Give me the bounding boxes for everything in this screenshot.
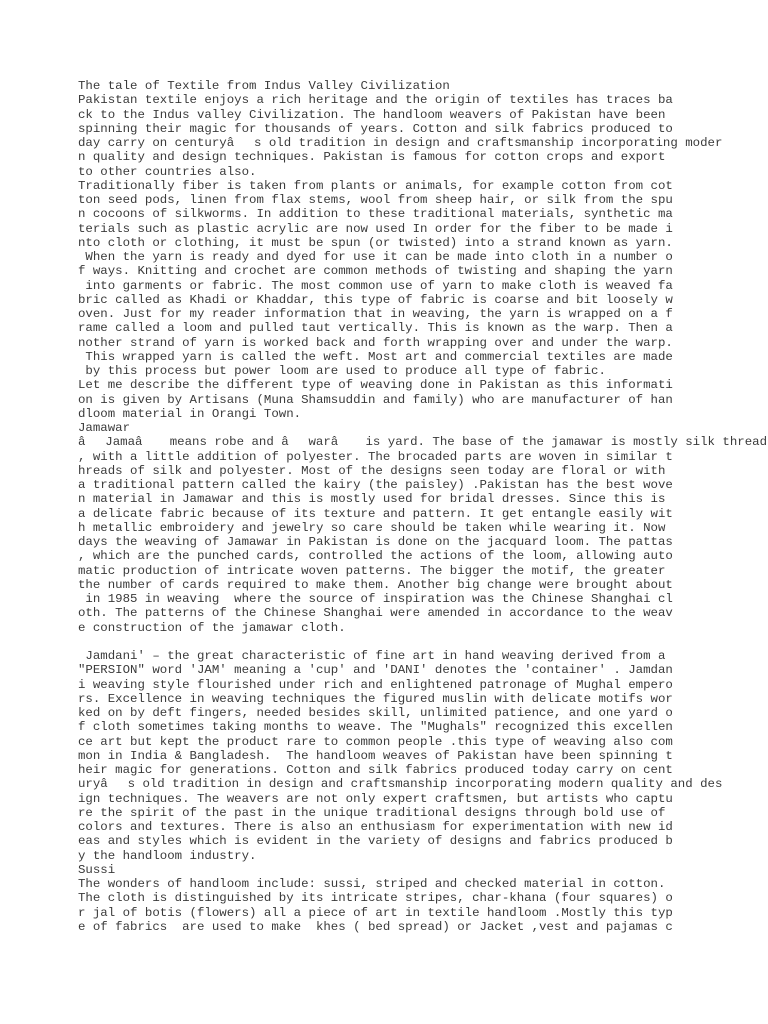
text-line: e construction of the jamawar cloth. bbox=[78, 620, 346, 635]
text-line: oven. Just for my reader information that in weaving, the yarn is wrapped on a f bbox=[78, 307, 673, 321]
text-line: days the weaving of Jamawar in Pakistan is done on the jacquard loom. The pattas bbox=[78, 535, 673, 549]
text-line: i weaving style flourished under rich and enlightened patronage of Mughal empero bbox=[78, 677, 673, 692]
text-line: n cocoons of silkworms. In addition to these traditional materials, synthetic ma bbox=[78, 207, 673, 222]
text-line: a delicate fabric because of its texture and pattern. It get entangle easily wit bbox=[78, 506, 673, 521]
text-line: n quality and design techniques. Pakistan is famous for cotton crops and export bbox=[78, 150, 666, 165]
text-line: heir magic for generations. Cotton and silk fabrics produced today carry on cent bbox=[78, 763, 673, 777]
text-line: eas and styles which is evident in the variety of designs and fabrics produced b bbox=[78, 834, 673, 849]
text-line: , with a little addition of polyester. The brocaded parts are woven in similar t bbox=[78, 449, 673, 464]
text-line: "PERSION" word 'JAM' meaning a 'cup' and 'DANI' denotes the 'container' . Jamdan bbox=[78, 663, 673, 678]
text-line: , which are the punched cards, controlled the actions of the loom, allowing auto bbox=[78, 549, 673, 564]
text-line: day carry on centuryâs old tradition in design and craftsmanship incorporating moder bbox=[78, 136, 723, 150]
text-line: nother strand of yarn is worked back and forth wrapping over and under the warp. bbox=[78, 335, 673, 350]
section-heading-jamawar: Jamawar bbox=[78, 421, 131, 435]
text-line: dloom material in Orangi Town. bbox=[78, 406, 302, 421]
text-line: oth. The patterns of the Chinese Shanghai were amended in accordance to the weav bbox=[78, 606, 673, 621]
blank-line bbox=[78, 635, 768, 649]
section-heading-sussi: Sussi bbox=[78, 862, 116, 877]
text-line: âJamaâ means robe and âwarâ is yard. The base of the jamawar is mostly silk thread bbox=[78, 435, 768, 450]
text-line: Pakistan textile enjoys a rich heritage and the origin of textiles has traces ba bbox=[78, 93, 673, 108]
text-line: terials such as plastic acrylic are now used In order for the fiber to be made i bbox=[78, 221, 673, 236]
text-line: colors and textures. There is also an enthusiasm for experimentation with new id bbox=[78, 820, 673, 834]
text-line: ck to the Indus valley Civilization. The handloom weavers of Pakistan have been bbox=[78, 107, 666, 122]
text-line: nto cloth or clothing, it must be spun (or twisted) into a strand known as yarn. bbox=[78, 235, 673, 250]
text-line: rame called a loom and pulled taut vertically. This is known as the warp. Then a bbox=[78, 321, 673, 336]
text-line: ton seed pods, linen from flax stems, wool from sheep hair, or silk from the spu bbox=[78, 193, 673, 207]
text-line: y the handloom industry. bbox=[78, 848, 257, 863]
text-line: The wonders of handloom include: sussi, striped and checked material in cotton. bbox=[78, 877, 666, 891]
text-line: to other countries also. bbox=[78, 164, 257, 179]
text-line: uryâs old tradition in design and craftsmanship incorporating modern quality and des bbox=[78, 777, 723, 792]
text-line: ce art but kept the product rare to common people .this type of weaving also com bbox=[78, 734, 673, 749]
text-line: on is given by Artisans (Muna Shamsuddin and family) who are manufacturer of han bbox=[78, 392, 673, 407]
text-line: matic production of intricate woven patterns. The bigger the motif, the greater bbox=[78, 563, 666, 578]
text-line: e of fabrics are used to make khes ( bed spread) or Jacket ,vest and pajamas c bbox=[78, 919, 673, 934]
text-line: n material in Jamawar and this is mostly used for bridal dresses. Since this is bbox=[78, 492, 666, 507]
text-line: The cloth is distinguished by its intricate stripes, char-khana (four squares) o bbox=[78, 891, 673, 906]
text-line: Jamdani' – the great characteristic of fine art in hand weaving derived from a bbox=[78, 649, 666, 663]
text-line: r jal of botis (flowers) all a piece of art in textile handloom .Mostly this typ bbox=[78, 905, 673, 920]
text-line: ign techniques. The weavers are not only expert craftsmen, but artists who captu bbox=[78, 791, 673, 806]
text-line: re the spirit of the past in the unique traditional designs through bold use of bbox=[78, 805, 666, 820]
text-line: Let me describe the different type of weaving done in Pakistan as this informati bbox=[78, 378, 673, 393]
text-line: the number of cards required to make them. Another big change were brought about bbox=[78, 577, 673, 592]
title-line: The tale of Textile from Indus Valley Civilization bbox=[78, 79, 450, 93]
text-line: in 1985 in weaving where the source of inspiration was the Chinese Shanghai cl bbox=[78, 592, 673, 606]
text-line: bric called as Khadi or Khaddar, this type of fabric is coarse and bit loosely w bbox=[78, 292, 673, 307]
text-line: h metallic embroidery and jewelry so care should be taken while wearing it. Now bbox=[78, 520, 666, 535]
text-line: f ways. Knitting and crochet are common methods of twisting and shaping the yarn bbox=[78, 264, 673, 279]
text-line: rs. Excellence in weaving techniques the figured muslin with delicate motifs wor bbox=[78, 691, 673, 706]
text-line: by this process but power loom are used to produce all type of fabric. bbox=[78, 364, 606, 378]
text-line: f cloth sometimes taking months to weave. The "Mughals" recognized this excellen bbox=[78, 720, 673, 735]
text-line: into garments or fabric. The most common use of yarn to make cloth is weaved fa bbox=[78, 278, 673, 293]
text-line: This wrapped yarn is called the weft. Most art and commercial textiles are made bbox=[78, 349, 673, 364]
text-line: When the yarn is ready and dyed for use it can be made into cloth in a number o bbox=[78, 250, 673, 264]
text-line: a traditional pattern called the kairy (the paisley) .Pakistan has the best wove bbox=[78, 478, 673, 492]
text-line: ked on by deft fingers, needed besides skill, unlimited patience, and one yard o bbox=[78, 706, 673, 720]
text-line: spinning their magic for thousands of years. Cotton and silk fabrics produced to bbox=[78, 121, 673, 136]
document-page bbox=[78, 79, 768, 934]
text-line: hreads of silk and polyester. Most of the designs seen today are floral or with bbox=[78, 463, 666, 478]
text-line: Traditionally fiber is taken from plants or animals, for example cotton from cot bbox=[78, 178, 673, 193]
text-line: mon in India & Bangladesh. The handloom weaves of Pakistan have been spinning t bbox=[78, 748, 673, 763]
